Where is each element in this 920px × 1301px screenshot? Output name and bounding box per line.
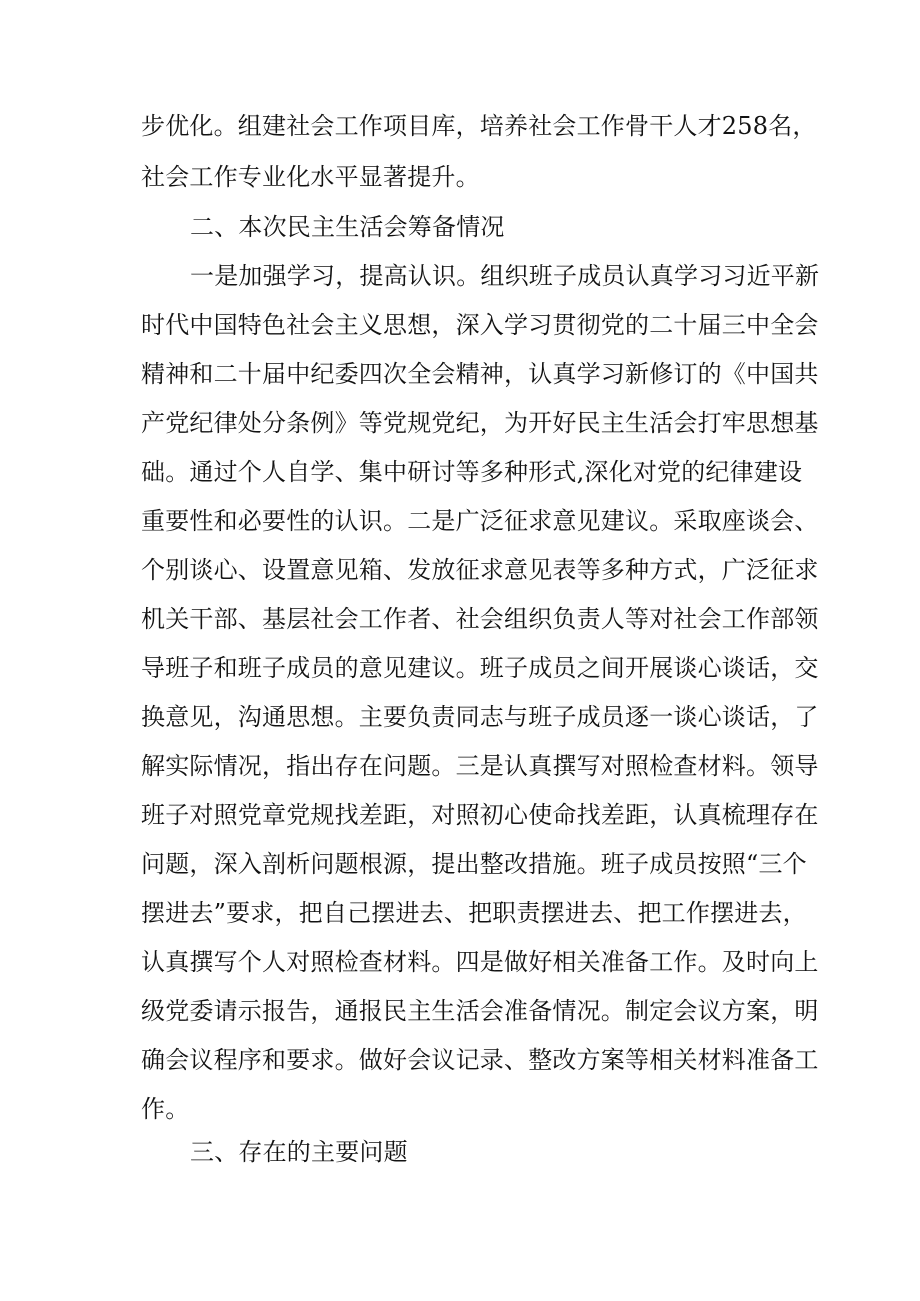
text-line: 时代中国特色社会主义思想，深入学习贯彻党的二十届三中全会	[141, 311, 819, 339]
text-line: 个别谈心、设置意见箱、发放征求意见表等多种方式，广泛征求	[141, 556, 819, 584]
text-line: 导班子和班子成员的意见建议。班子成员之间开展谈心谈话，交	[141, 654, 819, 682]
text-line: 社会工作专业化水平显著提升。	[141, 163, 480, 191]
section-heading: 三、存在的主要问题	[190, 1138, 408, 1166]
text-line: 础。通过个人自学、集中研讨等多种形式,深化对党的纪律建设	[141, 458, 803, 486]
text-line: 机关干部、基层社会工作者、社会组织负责人等对社会工作部领	[141, 605, 819, 633]
text-line: 作。	[141, 1095, 190, 1123]
text-line: 确会议程序和要求。做好会议记录、整改方案等相关材料准备工	[141, 1046, 819, 1074]
text-line: 级党委请示报告，通报民主生活会准备情况。制定会议方案，明	[141, 997, 819, 1025]
text-line: 产党纪律处分条例》等党规党纪，为开好民主生活会打牢思想基	[141, 409, 819, 437]
text-line: 步优化。组建社会工作项目库，培养社会工作骨干人才258名，	[141, 112, 817, 140]
paragraph-first-line: 一是加强学习，提高认识。组织班子成员认真学习习近平新	[190, 262, 820, 290]
section-heading: 二、本次民主生活会筹备情况	[190, 213, 505, 241]
text-line: 换意见，沟通思想。主要负责同志与班子成员逐一谈心谈话，了	[141, 703, 819, 731]
text-line: 问题，深入剖析问题根源，提出整改措施。班子成员按照“三个	[141, 850, 807, 878]
text-line: 解实际情况，指出存在问题。三是认真撰写对照检查材料。领导	[141, 752, 819, 780]
text-line: 重要性和必要性的认识。二是广泛征求意见建议。采取座谈会、	[141, 507, 819, 535]
text-line: 摆进去”要求，把自己摆进去、把职责摆进去、把工作摆进去，	[141, 899, 807, 927]
text-line: 班子对照党章党规找差距，对照初心使命找差距，认真梳理存在	[141, 801, 819, 829]
text-line: 精神和二十届中纪委四次全会精神，认真学习新修订的《中国共	[141, 360, 819, 388]
text-line: 认真撰写个人对照检查材料。四是做好相关准备工作。及时向上	[141, 948, 819, 976]
